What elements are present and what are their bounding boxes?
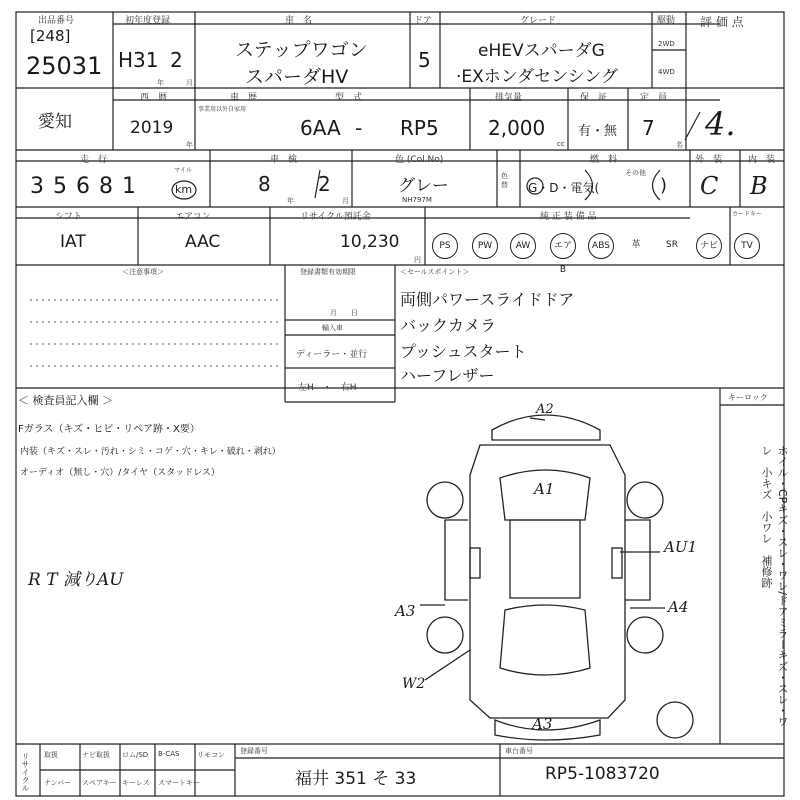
color-change-label: 色替: [501, 172, 508, 189]
mileage-value: 35681: [30, 174, 145, 199]
equipment-7: ナビ: [696, 233, 722, 259]
car-name-line1: ステップワゴン: [235, 39, 368, 61]
footer-bottom-cell-1: スペアキー: [82, 779, 117, 787]
shaken-label: 車 検: [270, 155, 298, 165]
audio-tire-line: オーディオ（無し・穴）/タイヤ（スタッドレス）: [20, 468, 220, 478]
mark-a4: A4: [668, 598, 689, 616]
interior-condition-line: 内装（キズ・スレ・汚れ・シミ・コゲ・穴・キレ・破れ・剥れ）: [20, 447, 281, 457]
reg-label: 登録番号: [240, 747, 268, 755]
equipment-5: 革: [631, 240, 641, 250]
mileage-label: 走 行: [80, 155, 108, 165]
footer-bottom-cell-2: キーレス: [122, 779, 150, 787]
memo-day: 月 日: [330, 309, 358, 317]
shaken-year-unit: 年: [287, 197, 294, 205]
lot-prefix: [248]: [30, 27, 71, 45]
footer-top-cell-3: B-CAS: [158, 750, 180, 758]
dealer-option: ディーラー・並行: [296, 350, 368, 360]
lot-number: 25031: [26, 52, 103, 80]
car-diagram: [420, 415, 693, 740]
footer-recycle-label: リサイクル: [21, 752, 30, 792]
footer-bottom-cell-3: スマートキー: [158, 779, 200, 787]
door-label: ドア: [414, 16, 432, 26]
door-value: 5: [418, 48, 431, 72]
grade-line2: ·EXホンダセンシング: [456, 67, 618, 87]
recycle-label: リサイクル預託金: [300, 212, 371, 222]
mark-a2-top: A2: [536, 402, 554, 417]
grade-line1: eHEVスパーダG: [478, 41, 605, 61]
fuel-close: ): [660, 175, 668, 196]
mark-a3-bottom: A3: [532, 715, 553, 733]
cc-label: 排気量: [495, 93, 523, 103]
equipment-2: AW: [510, 233, 536, 259]
car-name-line2: スパーダHV: [245, 66, 349, 88]
drive-2wd: 2WD: [658, 40, 675, 48]
steering-option: 左H ・ 右H: [298, 383, 357, 393]
drive-label: 駆動: [657, 16, 676, 26]
mileage-unit: km: [175, 183, 193, 196]
vin-label: 車台番号: [505, 747, 533, 755]
recycle-unit: 円: [414, 256, 421, 264]
reg-value: 福井 351 そ 33: [295, 769, 417, 789]
mileage-unit-top: マイル: [174, 167, 192, 174]
inspection-label: 保 証: [580, 93, 608, 103]
footer-top-cell-4: リモコン: [197, 751, 225, 759]
fuel-value: G・D・電気(: [528, 181, 600, 195]
model-code: RP5: [400, 116, 439, 140]
region: 愛知: [38, 112, 72, 132]
equipment-3: エアB: [550, 233, 576, 259]
year-label: 西 暦: [140, 93, 168, 103]
equip-label: 純 正 装 備 品: [540, 212, 597, 222]
cc-unit: cc: [557, 140, 565, 148]
capacity-label: 定 員: [640, 93, 668, 103]
equipment-0: PS: [432, 233, 458, 259]
interior-value: B: [750, 172, 768, 200]
footer-top-cell-0: 取扱: [44, 751, 58, 759]
mark-au1: AU1: [664, 538, 698, 556]
interior-label: 内 装: [748, 155, 776, 165]
color-label: 色 (Col.No): [395, 155, 444, 165]
color-value: グレー: [398, 176, 449, 196]
capacity-value: 7: [642, 116, 655, 140]
recycle-value: 10,230: [340, 232, 400, 252]
fuel-label: 燃 料: [590, 155, 618, 165]
chassis-label: 車 歴: [230, 93, 258, 103]
drive-4wd: 4WD: [658, 68, 675, 76]
shaken-month: 2: [318, 172, 331, 196]
shaken-year: 8: [258, 172, 271, 196]
vin-value: RP5-1083720: [545, 764, 660, 784]
equipment-4: ABS: [588, 233, 614, 259]
sales-point-2: バックカメラ: [400, 316, 497, 335]
sales-label: ＜セールスポイント＞: [400, 268, 470, 276]
equipment-6: SR: [666, 240, 678, 250]
shift-value: IAT: [60, 232, 86, 252]
cardkey-label: カードキー: [732, 211, 763, 218]
shift-label: シフト: [55, 212, 83, 222]
sales-point-1: 両側パワースライドドア: [400, 290, 575, 309]
memo-label: 登録書類有効期限: [300, 268, 356, 276]
keylock-label: キーロック: [728, 393, 768, 402]
caution-label: ＜注意事項＞: [122, 268, 164, 276]
glass-line: Fガラス（キズ・ヒビ・リペア跡・X要）: [18, 424, 200, 435]
mark-a1: A1: [534, 480, 555, 498]
side-notes: ホイル・CPキズ・スレ・ワレ/ドアミラーキズ・スレ・ワレ 小キズ 小ワレ 補修跡: [760, 445, 789, 728]
first-reg-year-unit: 年: [157, 79, 164, 87]
handwritten-note: R T 減りAU: [28, 570, 124, 590]
shaken-month-unit: 月: [342, 197, 349, 205]
import-label: 輸入車: [322, 324, 343, 332]
cc-value: 2,000: [488, 116, 546, 140]
grade-label: グレード: [520, 16, 557, 26]
year-value: 2019: [130, 118, 174, 138]
footer-bottom-cell-0: ナンバー: [44, 779, 72, 787]
exterior-value: C: [700, 172, 719, 200]
car-name-label: 車 名: [285, 16, 313, 26]
equipment-8: TV: [734, 233, 760, 259]
score-label: 評 価 点: [700, 15, 744, 29]
footer-top-cell-2: ロム/SD: [122, 751, 149, 759]
mark-a3-left: A3: [395, 602, 416, 620]
first-reg-label: 初年度登録: [125, 16, 171, 26]
year-unit: 年: [186, 141, 193, 149]
model-label: 型 式: [335, 93, 363, 103]
exterior-label: 外 装: [695, 155, 723, 165]
lot-label: 出品番号: [38, 16, 75, 26]
color-code: NH797M: [402, 196, 432, 204]
footer-top-cell-1: ナビ取扱: [82, 751, 110, 759]
model-prefix: 6AA: [300, 116, 341, 140]
first-reg-era: H31: [118, 48, 159, 72]
ac-label: エアコン: [175, 212, 211, 222]
sales-point-3: プッシュスタート: [400, 342, 527, 361]
inspection-value: 有・無: [578, 124, 618, 139]
sales-point-4: ハーフレザー: [400, 366, 495, 385]
first-reg-month-unit: 月: [186, 79, 193, 87]
ac-value: AAC: [185, 232, 221, 252]
fuel-other: その他: [625, 169, 646, 177]
inspector-title: ＜ 検査員記入欄 ＞: [18, 394, 113, 407]
first-reg-month: 2: [170, 48, 183, 72]
capacity-unit: 名: [676, 141, 683, 149]
model-dash: -: [355, 116, 363, 140]
equipment-1: PW: [472, 233, 498, 259]
chassis-note: 事業用以外自家用: [198, 106, 247, 113]
mark-w2: W2: [402, 676, 426, 692]
score-value: 4.: [705, 105, 736, 143]
